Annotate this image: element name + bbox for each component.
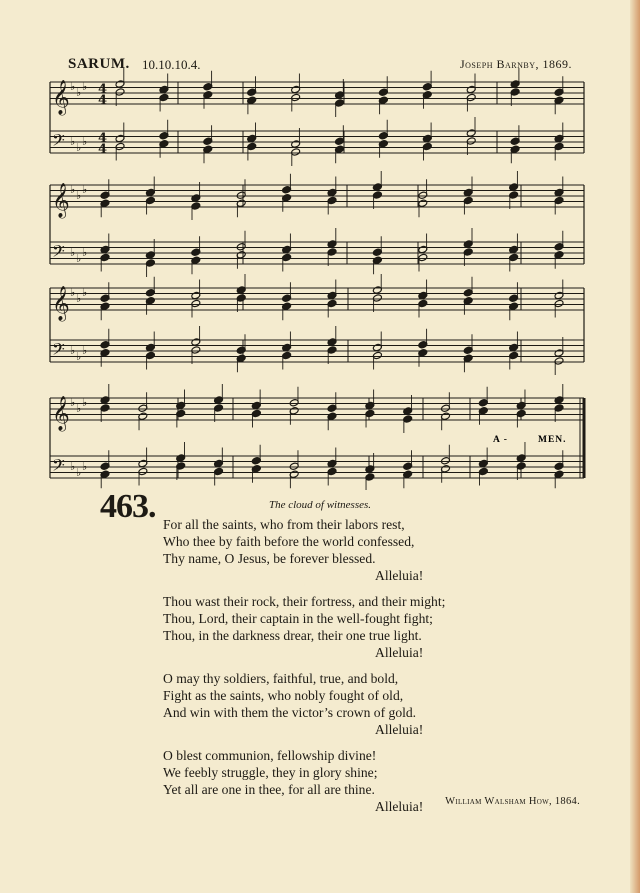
flat-icon: ♭ [82, 246, 88, 259]
bass-clef-icon: 𝄢 [52, 241, 65, 265]
flat-icon: ♭ [82, 135, 88, 148]
stanza-3 [163, 670, 483, 738]
flat-icon: ♭ [76, 402, 82, 415]
treble-clef-icon: 𝄞 [52, 80, 70, 115]
verse-line: And win with them the victor’s crown of gold. [163, 705, 417, 720]
flat-icon: ♭ [70, 286, 76, 299]
flat-icon: ♭ [82, 396, 88, 409]
flat-icon: ♭ [76, 141, 82, 154]
time-signature-treble: 4 [98, 93, 108, 108]
flat-icon: ♭ [82, 286, 88, 299]
hymn-author: William Walsham How, 1864. [445, 796, 580, 807]
verse-refrain: Alleluia! [375, 645, 424, 660]
bass-clef-icon: 𝄢 [52, 130, 65, 154]
flat-icon: ♭ [70, 344, 76, 357]
verse-line: O blest communion, fellowship divine! [163, 748, 377, 763]
hymn-number: 463. [100, 488, 156, 525]
flat-icon: ♭ [76, 86, 82, 99]
verse-refrain: Alleluia! [375, 722, 424, 737]
treble-clef-icon: 𝄞 [52, 396, 70, 431]
bass-clef-icon: 𝄢 [52, 339, 65, 363]
tune-name: SARUM. [68, 56, 130, 72]
verse-refrain: Alleluia! [375, 568, 424, 583]
flat-icon: ♭ [70, 135, 76, 148]
verse-line: Who thee by faith before the world confessed, [163, 534, 415, 549]
flat-icon: ♭ [82, 183, 88, 196]
composer: Joseph Barnby, 1869. [459, 57, 572, 71]
bass-clef-icon: 𝄢 [52, 455, 65, 479]
verse-line: Thou, in the darkness drear, their one true light. [163, 628, 422, 643]
verse-line: O may thy soldiers, faithful, true, and bold, [163, 671, 399, 686]
time-signature-bass: 4 [98, 142, 108, 157]
time-signature-bass: 4 [98, 131, 108, 146]
flat-icon: ♭ [82, 460, 88, 473]
flat-icon: ♭ [70, 80, 76, 93]
treble-clef-icon: 𝄞 [52, 286, 70, 321]
amen-label-right: MEN. [538, 435, 567, 445]
hymn-subtitle: The cloud of witnesses. [268, 499, 372, 511]
flat-icon: ♭ [70, 246, 76, 259]
verse-line: Thou, Lord, their captain in the well-fought fight; [163, 611, 433, 626]
flat-icon: ♭ [76, 292, 82, 305]
flat-icon: ♭ [82, 344, 88, 357]
verse-line: We feebly struggle, they in glory shine; [163, 765, 378, 780]
stanza-4 [163, 747, 483, 815]
amen-label-left: A - [493, 435, 508, 445]
verse-line: For all the saints, who from their labors rest, [163, 517, 405, 532]
score-systems [50, 68, 584, 490]
verse-line: Thy name, O Jesus, be forever blessed. [163, 551, 376, 566]
verse-line: Thou wast their rock, their fortress, and their might; [163, 594, 446, 609]
flat-icon: ♭ [70, 460, 76, 473]
treble-clef-icon: 𝄞 [52, 183, 70, 218]
flat-icon: ♭ [82, 80, 88, 93]
meter: 10.10.10.4. [142, 57, 201, 72]
verses [163, 516, 483, 824]
flat-icon: ♭ [70, 396, 76, 409]
stanza-2 [163, 593, 483, 661]
flat-icon: ♭ [70, 183, 76, 196]
time-signature-treble: 4 [98, 82, 108, 97]
verse-refrain: Alleluia! [375, 799, 424, 814]
flat-icon: ♭ [76, 189, 82, 202]
verse-line: Fight as the saints, who nobly fought of old, [163, 688, 404, 703]
flat-icon: ♭ [76, 466, 82, 479]
flat-icon: ♭ [76, 252, 82, 265]
flat-icon: ♭ [76, 350, 82, 363]
stanza-1 [163, 516, 483, 584]
verse-line: Yet all are one in thee, for all are thine. [163, 782, 375, 797]
